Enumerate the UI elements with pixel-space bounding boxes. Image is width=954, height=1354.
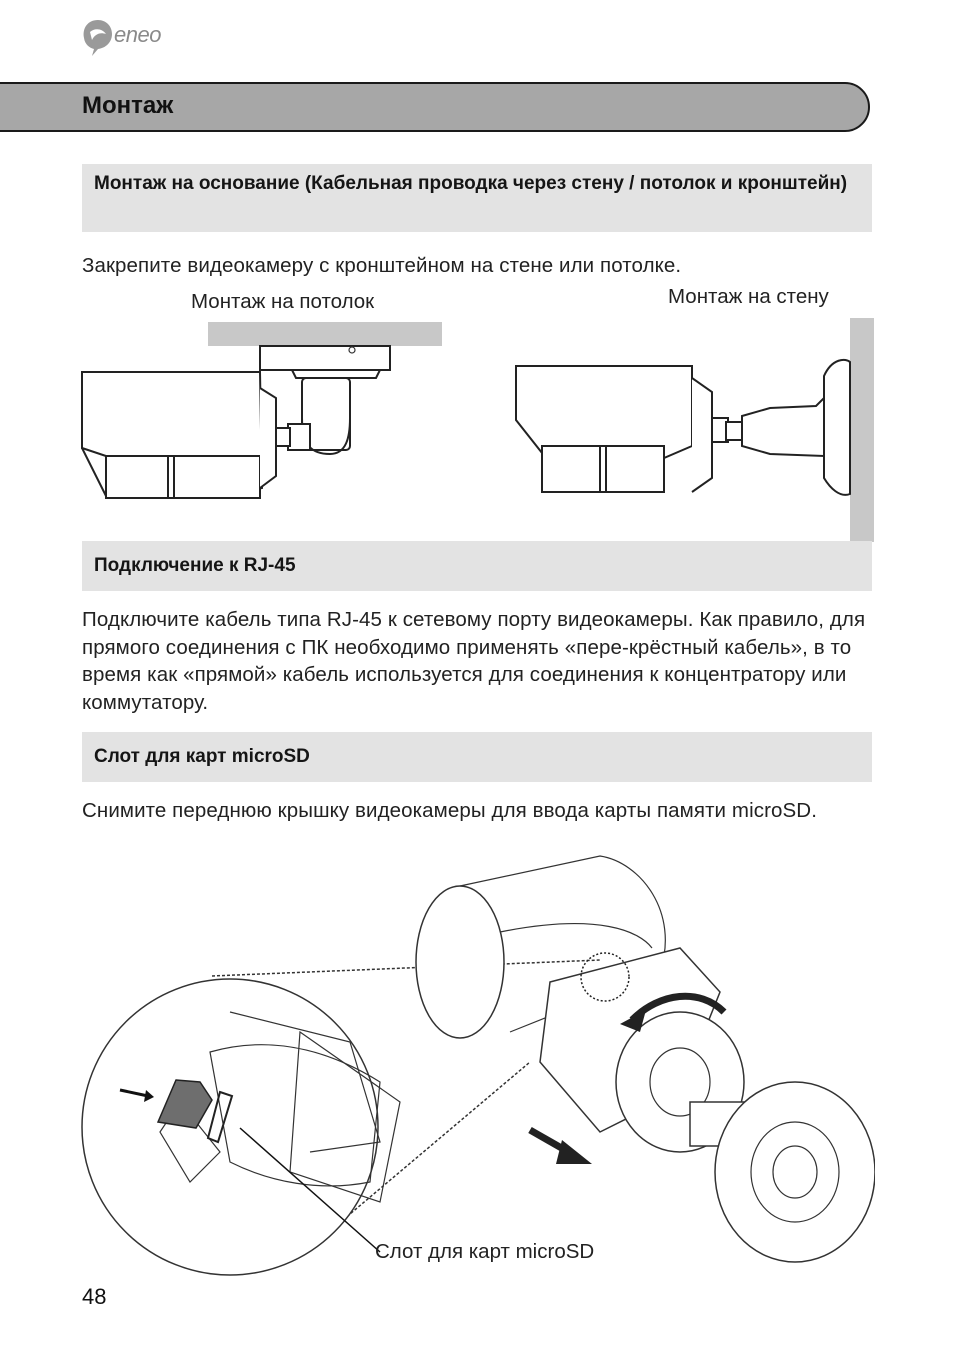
zoom-detail-circle (82, 979, 400, 1275)
section-heading-rj45: Подключение к RJ-45 (94, 555, 296, 576)
rj45-instruction-text: Подключите кабель типа RJ-45 к сетевому порту видеокамеры. Как правило, для прямого соединения с ПК необходимо применять «пере-крёстный кабель», в то время как «прямой» кабель используется для соединения к концентратору или коммутатору. (82, 608, 866, 714)
microsd-instruction-text: Снимите переднюю крышку видеокамеры для ввода карты памяти microSD. (82, 799, 817, 822)
mounting-instruction-text: Закрепите видеокамеру с кронштейном на стене или потолке. (82, 254, 682, 277)
microsd-slot-caption: Слот для карт microSD (375, 1240, 595, 1263)
eneo-bird-icon (80, 18, 116, 58)
section-heading-bar (82, 732, 872, 782)
camera-body (416, 856, 875, 1262)
eneo-logo (80, 18, 190, 58)
wall-mount-caption: Монтаж на стену (668, 285, 829, 308)
ceiling-plate (208, 322, 442, 346)
section-heading-mounting: Монтаж на основание (Кабельная проводка через стену / потолок и кронштейн) (94, 173, 848, 194)
page-number: 48 (82, 1284, 107, 1309)
section-heading-microsd: Слот для карт microSD (94, 746, 310, 767)
section-heading-bar (82, 541, 872, 591)
section-heading-bar (82, 164, 872, 232)
microsd-illustration (80, 852, 875, 1276)
wall-plate (850, 318, 874, 542)
ceiling-mount-caption: Монтаж на потолок (191, 290, 375, 313)
wall-mounted-camera (516, 318, 874, 542)
mounting-illustration (80, 318, 875, 542)
ceiling-mounted-camera (82, 346, 390, 498)
chapter-title: Монтаж (82, 92, 174, 119)
logo-text: eneo (114, 22, 161, 47)
